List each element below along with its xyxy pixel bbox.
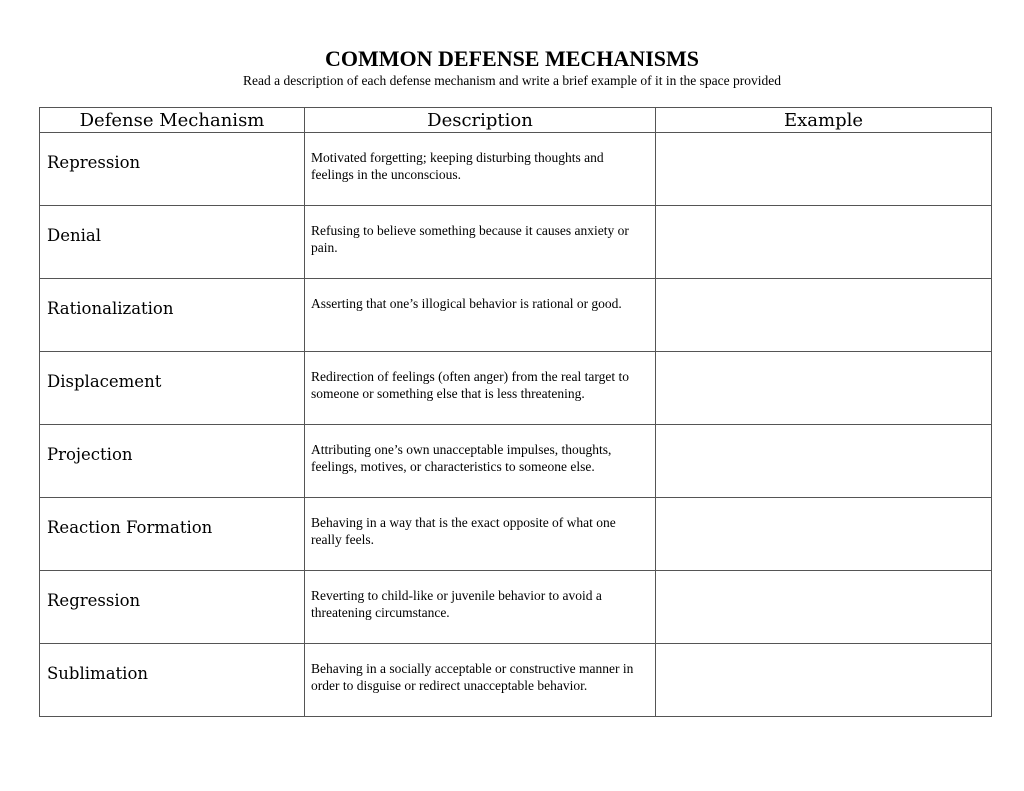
table-row bbox=[40, 644, 992, 717]
mechanism-name: Repression bbox=[47, 153, 141, 172]
example-cell[interactable] bbox=[656, 498, 992, 571]
column-header-mechanism: Defense Mechanism bbox=[40, 108, 305, 133]
description-cell bbox=[305, 644, 656, 717]
table-row bbox=[40, 279, 992, 352]
example-cell[interactable] bbox=[656, 571, 992, 644]
table-row bbox=[40, 571, 992, 644]
example-cell[interactable] bbox=[656, 352, 992, 425]
description-cell bbox=[305, 133, 656, 206]
description-cell bbox=[305, 425, 656, 498]
mechanism-cell bbox=[40, 498, 305, 571]
description-cell bbox=[305, 571, 656, 644]
mechanism-cell bbox=[40, 644, 305, 717]
mechanism-description: Motivated forgetting; keeping disturbing thoughts and feelings in the unconscious. bbox=[311, 150, 604, 182]
mechanism-description: Behaving in a socially acceptable or constructive manner in order to disguise or redirect unacceptable behavior. bbox=[311, 661, 634, 693]
mechanism-description: Behaving in a way that is the exact opposite of what one really feels. bbox=[311, 515, 616, 547]
column-header-description: Description bbox=[305, 108, 656, 133]
mechanism-description: Reverting to child-like or juvenile behavior to avoid a threatening circumstance. bbox=[311, 588, 602, 620]
example-cell[interactable] bbox=[656, 425, 992, 498]
page-title: COMMON DEFENSE MECHANISMS bbox=[324, 46, 699, 71]
mechanism-description: Redirection of feelings (often anger) from the real target to someone or something else that is less threatening. bbox=[311, 369, 629, 401]
mechanism-description: Refusing to believe something because it causes anxiety or pain. bbox=[311, 223, 629, 255]
mechanism-name: Sublimation bbox=[47, 664, 148, 683]
example-cell[interactable] bbox=[656, 644, 992, 717]
mechanism-name: Displacement bbox=[47, 372, 162, 391]
description-cell bbox=[305, 352, 656, 425]
column-header-example: Example bbox=[656, 108, 992, 133]
mechanism-name: Rationalization bbox=[47, 299, 174, 318]
mechanism-name: Denial bbox=[47, 226, 102, 245]
mechanism-cell bbox=[40, 352, 305, 425]
mechanism-cell bbox=[40, 571, 305, 644]
mechanism-name: Regression bbox=[47, 591, 141, 610]
description-cell bbox=[305, 279, 656, 352]
example-cell[interactable] bbox=[656, 279, 992, 352]
mechanism-name: Reaction Formation bbox=[47, 518, 213, 537]
mechanism-cell bbox=[40, 133, 305, 206]
table-row bbox=[40, 498, 992, 571]
defense-mechanisms-table bbox=[39, 107, 992, 717]
mechanism-description: Attributing one’s own unacceptable impulses, thoughts, feelings, motives, or characteristics to someone else. bbox=[311, 442, 612, 474]
page-subtitle: Read a description of each defense mechanism and write a brief example of it in the space provided bbox=[243, 73, 781, 88]
description-cell bbox=[305, 206, 656, 279]
table-row bbox=[40, 425, 992, 498]
example-cell[interactable] bbox=[656, 133, 992, 206]
description-cell bbox=[305, 498, 656, 571]
mechanism-name: Projection bbox=[47, 445, 133, 464]
table-header-row bbox=[40, 108, 992, 133]
mechanism-cell bbox=[40, 206, 305, 279]
mechanism-description: Asserting that one’s illogical behavior is rational or good. bbox=[311, 296, 622, 311]
table-row bbox=[40, 352, 992, 425]
mechanism-cell bbox=[40, 279, 305, 352]
table-row bbox=[40, 206, 992, 279]
table-row bbox=[40, 133, 992, 206]
example-cell[interactable] bbox=[656, 206, 992, 279]
mechanism-cell bbox=[40, 425, 305, 498]
